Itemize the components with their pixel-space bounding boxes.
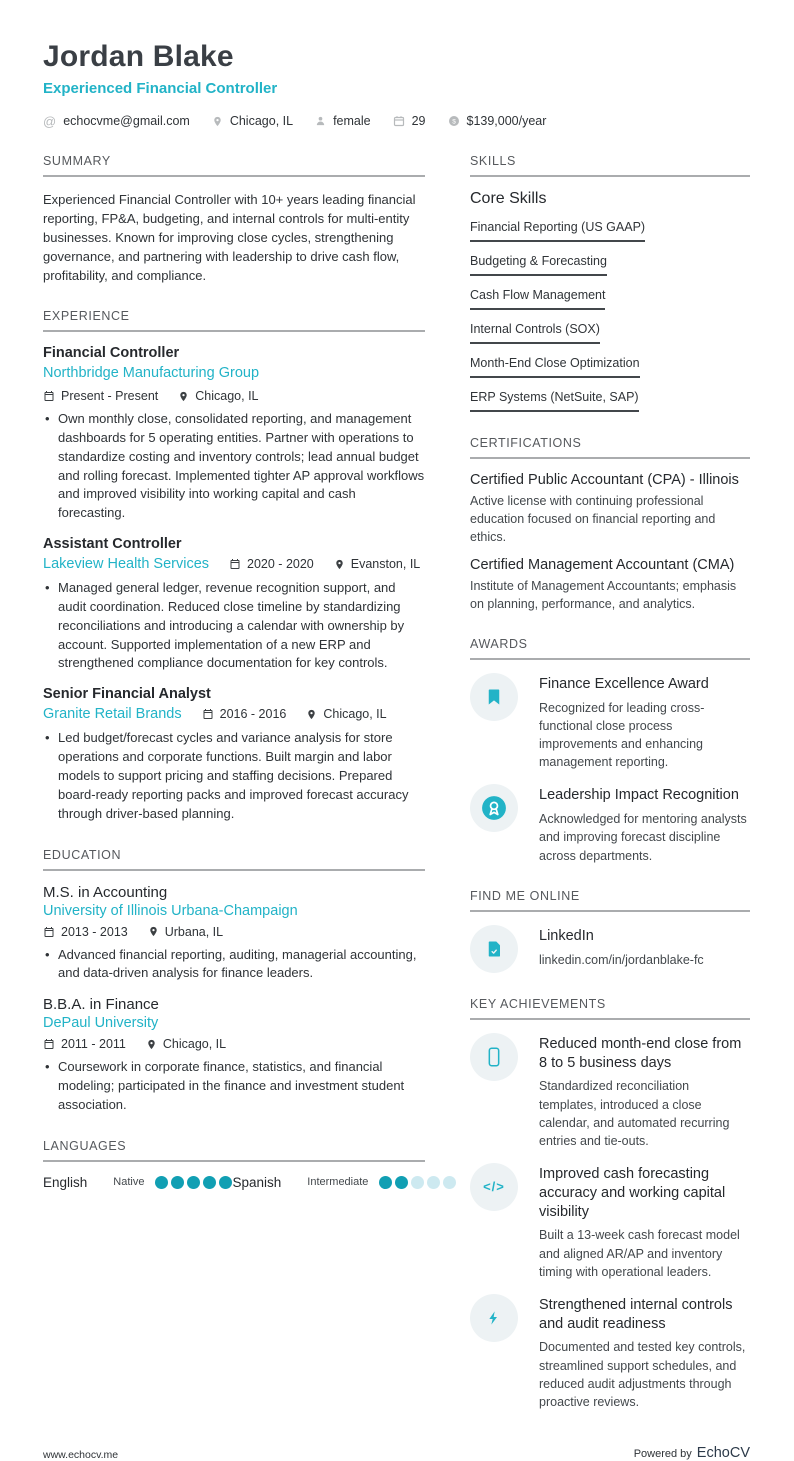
content-columns <box>43 154 750 1435</box>
education-heading: EDUCATION <box>43 848 425 871</box>
online-profile-body <box>539 925 704 973</box>
degree-title: M.S. in Accounting <box>43 883 168 901</box>
certification-entry <box>470 472 750 546</box>
job-title: Financial Controller <box>43 345 180 362</box>
contact-age-value: 29 <box>411 114 426 128</box>
education-meta <box>43 1037 425 1051</box>
job-meta <box>43 389 425 403</box>
summary-text: Experienced Financial Controller with 10+ years leading financial reporting, FP&A, budgeting, and internal controls for multi-entity businesses. Known for improving close cycles, strengthening governance, and partnering with leadership to drive cash flow, profitability, and compliance. <box>43 191 416 283</box>
lightning-icon <box>470 1294 518 1342</box>
skill-item: Month-End Close Optimization <box>470 356 640 378</box>
section-skills <box>470 154 750 412</box>
calendar-icon <box>229 558 241 570</box>
job-title: Senior Financial Analyst <box>43 686 211 703</box>
education-dates: 2013 - 2013 <box>61 924 128 939</box>
achievement-entry <box>470 1033 750 1150</box>
section-key-achievements <box>470 997 750 1411</box>
job-title: Assistant Controller <box>43 536 182 553</box>
achievement-body <box>539 1163 750 1281</box>
language-item <box>232 1175 456 1190</box>
online-profile-label: LinkedIn <box>539 927 594 944</box>
contact-row <box>43 114 750 129</box>
award-body <box>539 673 750 771</box>
location-icon <box>306 708 317 721</box>
job-bullet: • Own monthly close, consolidated reporting, and management dashboards for 5 operating entities. Partner with operations to standardize costing and inventory controls; lead annual budget and rolling forecast. Implemented tighter AP approval workflows and improved visibility into working capital and cash forecasting. <box>43 410 425 523</box>
online-profile-entry <box>470 925 750 973</box>
svg-text:$: $ <box>451 118 456 126</box>
at-icon: @ <box>43 113 57 129</box>
education-entry <box>43 884 425 984</box>
contact-salary <box>448 114 547 128</box>
contact-location-value: Chicago, IL <box>229 114 294 128</box>
award-desc: Acknowledged for mentoring analysts and improving forecast discipline across departments. <box>539 812 747 863</box>
powered-by-prefix: Powered by <box>633 1447 692 1460</box>
awards-heading: AWARDS <box>470 637 750 660</box>
location-icon <box>178 390 189 403</box>
section-awards <box>470 637 750 865</box>
calendar-icon <box>43 390 55 402</box>
certification-desc: Active license with continuing professional education focused on financial reporting and ethics. <box>470 493 716 544</box>
skill-item: Internal Controls (SOX) <box>470 322 600 344</box>
section-education <box>43 848 425 1115</box>
contact-gender <box>315 114 371 128</box>
achievement-body <box>539 1033 750 1150</box>
certification-title: Certified Management Accountant (CMA) <box>470 556 735 573</box>
section-certifications <box>470 436 750 614</box>
location-icon <box>146 1038 157 1051</box>
calendar-icon <box>393 115 405 127</box>
achievement-desc: Built a 13-week cash forecast model and aligned AR/AP and inventory timing with operational leaders. <box>539 1228 740 1279</box>
location-icon <box>148 925 159 938</box>
contact-gender-value: female <box>333 114 371 128</box>
language-name: Spanish <box>232 1174 282 1190</box>
skill-item: ERP Systems (NetSuite, SAP) <box>470 390 639 412</box>
contact-salary-value: $139,000/year <box>466 114 547 128</box>
summary-heading: SUMMARY <box>43 154 425 177</box>
footer-site-link[interactable]: www.echocv.me <box>43 1448 119 1461</box>
education-bullet: • Coursework in corporate finance, statistics, and financial modeling; participated in the finance and investment student association. <box>43 1058 425 1115</box>
job-location: Chicago, IL <box>195 389 259 404</box>
education-entry <box>43 996 425 1115</box>
certifications-heading: CERTIFICATIONS <box>470 436 750 459</box>
skill-item: Financial Reporting (US GAAP) <box>470 220 645 242</box>
job-location: Evanston, IL <box>350 557 421 572</box>
brand-name[interactable]: EchoCV <box>696 1444 750 1461</box>
skills-list <box>470 220 750 412</box>
school-link[interactable]: DePaul University <box>43 1015 159 1032</box>
language-level: Native <box>113 1176 145 1189</box>
job-headline: Experienced Financial Controller <box>43 79 278 97</box>
section-summary <box>43 154 425 286</box>
languages-heading: LANGUAGES <box>43 1139 425 1162</box>
achievement-entry <box>470 1294 750 1411</box>
job-meta <box>229 557 420 571</box>
award-title: Leadership Impact Recognition <box>539 787 739 804</box>
key-achievements-heading: KEY ACHIEVEMENTS <box>470 997 750 1020</box>
section-find-me-online <box>470 889 750 973</box>
award-body <box>539 784 750 864</box>
education-dates: 2011 - 2011 <box>61 1037 126 1052</box>
code-icon: </> <box>470 1163 518 1211</box>
achievement-title: Strengthened internal controls and audit readiness <box>539 1296 733 1332</box>
powered-by <box>634 1445 750 1461</box>
location-icon <box>334 558 345 571</box>
language-level: Intermediate <box>307 1176 369 1189</box>
language-proficiency-dots <box>152 1176 232 1189</box>
contact-location <box>212 114 293 128</box>
left-column <box>43 154 425 1435</box>
achievement-body <box>539 1294 750 1411</box>
education-bullet: • Advanced financial reporting, auditing, managerial accounting, and data-driven analysis for finance leaders. <box>43 946 425 984</box>
salary-icon <box>448 115 460 127</box>
skill-item: Cash Flow Management <box>470 288 605 310</box>
medal-icon <box>470 784 518 832</box>
header <box>43 40 750 129</box>
languages-row <box>43 1175 425 1190</box>
job-dates: 2020 - 2020 <box>247 557 314 572</box>
company-link[interactable]: Granite Retail Brands <box>43 706 182 723</box>
calendar-icon <box>43 926 55 938</box>
language-proficiency-dots <box>376 1176 456 1189</box>
page-title: Jordan Blake <box>43 40 234 73</box>
skills-group-title: Core Skills <box>470 189 547 207</box>
achievement-entry <box>470 1163 750 1281</box>
skills-heading: SKILLS <box>470 154 750 177</box>
achievement-title: Reduced month-end close from 8 to 5 business days <box>539 1035 742 1071</box>
phone-icon <box>470 1033 518 1081</box>
education-location: Urbana, IL <box>164 924 224 939</box>
award-desc: Recognized for leading cross-functional close process improvements and enhancing management reporting. <box>539 700 705 770</box>
company-link[interactable]: Northbridge Manufacturing Group <box>43 365 260 382</box>
education-meta <box>43 925 425 939</box>
education-location: Chicago, IL <box>162 1037 227 1052</box>
certification-entry <box>470 557 750 613</box>
job-bullet: • Managed general ledger, revenue recognition support, and audit coordination. Reduced close timeline by standardizing reconciliations and introducing a calendar with ownership by account. Supported implementation of a new ERP and strengthened compliance documentation for key controls. <box>43 579 425 673</box>
achievement-desc: Documented and tested key controls, streamlined support schedules, and reduced audit adjustments through proactive reviews. <box>539 1340 746 1409</box>
job-dates: 2016 - 2016 <box>219 707 287 722</box>
skill-item: Budgeting & Forecasting <box>470 254 607 276</box>
experience-entry <box>43 686 425 823</box>
location-icon <box>212 115 223 128</box>
company-link[interactable]: Lakeview Health Services <box>43 556 210 573</box>
bookmark-icon <box>470 673 518 721</box>
experience-heading: EXPERIENCE <box>43 309 425 332</box>
contact-email-value: echocvme@gmail.com <box>63 114 190 128</box>
contact-age <box>393 114 426 128</box>
achievement-title: Improved cash forecasting accuracy and working capital visibility <box>539 1165 726 1220</box>
person-icon <box>315 115 326 127</box>
award-entry <box>470 673 750 771</box>
language-item <box>43 1175 232 1190</box>
right-column <box>470 154 750 1435</box>
job-meta <box>202 707 387 721</box>
document-icon <box>470 925 518 973</box>
experience-entry <box>43 536 425 673</box>
online-profile-url[interactable]: linkedin.com/in/jordanblake-fc <box>539 952 704 967</box>
job-bullet: • Led budget/forecast cycles and variance analysis for store operations and corporate functions. Built margin and labor models to support pricing and staffing decisions. Prepared board-ready reporting packs and improved forecast accuracy through driver-based planning. <box>43 729 425 823</box>
job-dates: Present - Present <box>61 389 159 404</box>
contact-email <box>43 114 190 129</box>
find-me-online-heading: FIND ME ONLINE <box>470 889 750 912</box>
experience-entry <box>43 345 425 523</box>
footer <box>43 1435 750 1461</box>
calendar-icon <box>202 708 214 720</box>
certification-desc: Institute of Management Accountants; emphasis on planning, performance, and analytics. <box>470 578 737 611</box>
award-entry <box>470 784 750 864</box>
achievement-desc: Standardized reconciliation templates, introduced a close calendar, and automated recurring entries and tie-outs. <box>539 1079 730 1148</box>
job-location: Chicago, IL <box>323 707 387 722</box>
section-languages <box>43 1139 425 1190</box>
calendar-icon <box>43 1038 55 1050</box>
degree-title: B.B.A. in Finance <box>43 996 159 1014</box>
section-experience <box>43 309 425 824</box>
award-title: Finance Excellence Award <box>539 676 709 693</box>
certification-title: Certified Public Accountant (CPA) - Illinois <box>470 471 739 488</box>
school-link[interactable]: University of Illinois Urbana-Champaign <box>43 902 298 919</box>
language-name: English <box>43 1174 88 1190</box>
